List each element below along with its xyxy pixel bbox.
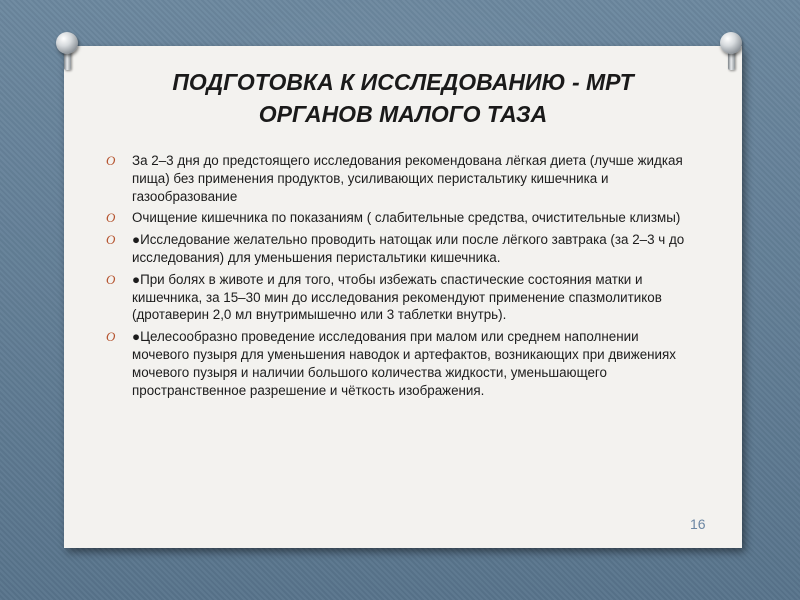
- list-item-text: За 2–3 дня до предстоящего исследования рекомендована лёгкая диета (лучше жидкая пища) без применения продуктов, усиливающих перистальтику кишечника и газообразование: [132, 153, 683, 204]
- page-number: 16: [690, 516, 706, 532]
- list-item: [104, 231, 694, 267]
- bullet-icon: O: [106, 153, 116, 168]
- list-item: [104, 152, 694, 205]
- slide-title-line-2: ОРГАНОВ МАЛОГО ТАЗА: [258, 101, 548, 127]
- slide-title: [64, 66, 742, 130]
- bullet-icon: O: [106, 329, 116, 345]
- bullet-icon: O: [106, 232, 116, 248]
- bullet-list: [104, 152, 694, 403]
- bullet-icon: O: [106, 271, 116, 287]
- list-item-text: Очищение кишечника по показаниям ( слабительные средства, очистительные клизмы): [132, 210, 681, 226]
- list-item-text: ●Исследование желательно проводить натощак или после лёгкого завтрака (за 2–3 ч до исследования) для уменьшения перистальтики кишечника.: [132, 232, 685, 265]
- list-item-text: ●Целесообразно проведение исследования при малом или среднем наполнении мочевого пузыря для уменьшения наводок и артефактов, возникающих при движениях мочевого пузыря и наличии большого количества жидкости, уменьшающего пространственное разрешение и чёткость изображения.: [132, 329, 676, 398]
- list-item-text: ●При болях в животе и для того, чтобы избежать спастические состояния матки и кишечника, за 15–30 мин до исследования рекомендуют применение спазмолитиков (дротаверин 2,0 мл внутримышечно или 3 таблетки внутрь).: [132, 271, 662, 323]
- list-item: [104, 328, 694, 399]
- list-item: [104, 209, 694, 227]
- list-item: [104, 271, 694, 324]
- bullet-icon: O: [106, 210, 116, 226]
- slide-title-line-1: ПОДГОТОВКА К ИССЛЕДОВАНИЮ - МРТ: [172, 69, 634, 95]
